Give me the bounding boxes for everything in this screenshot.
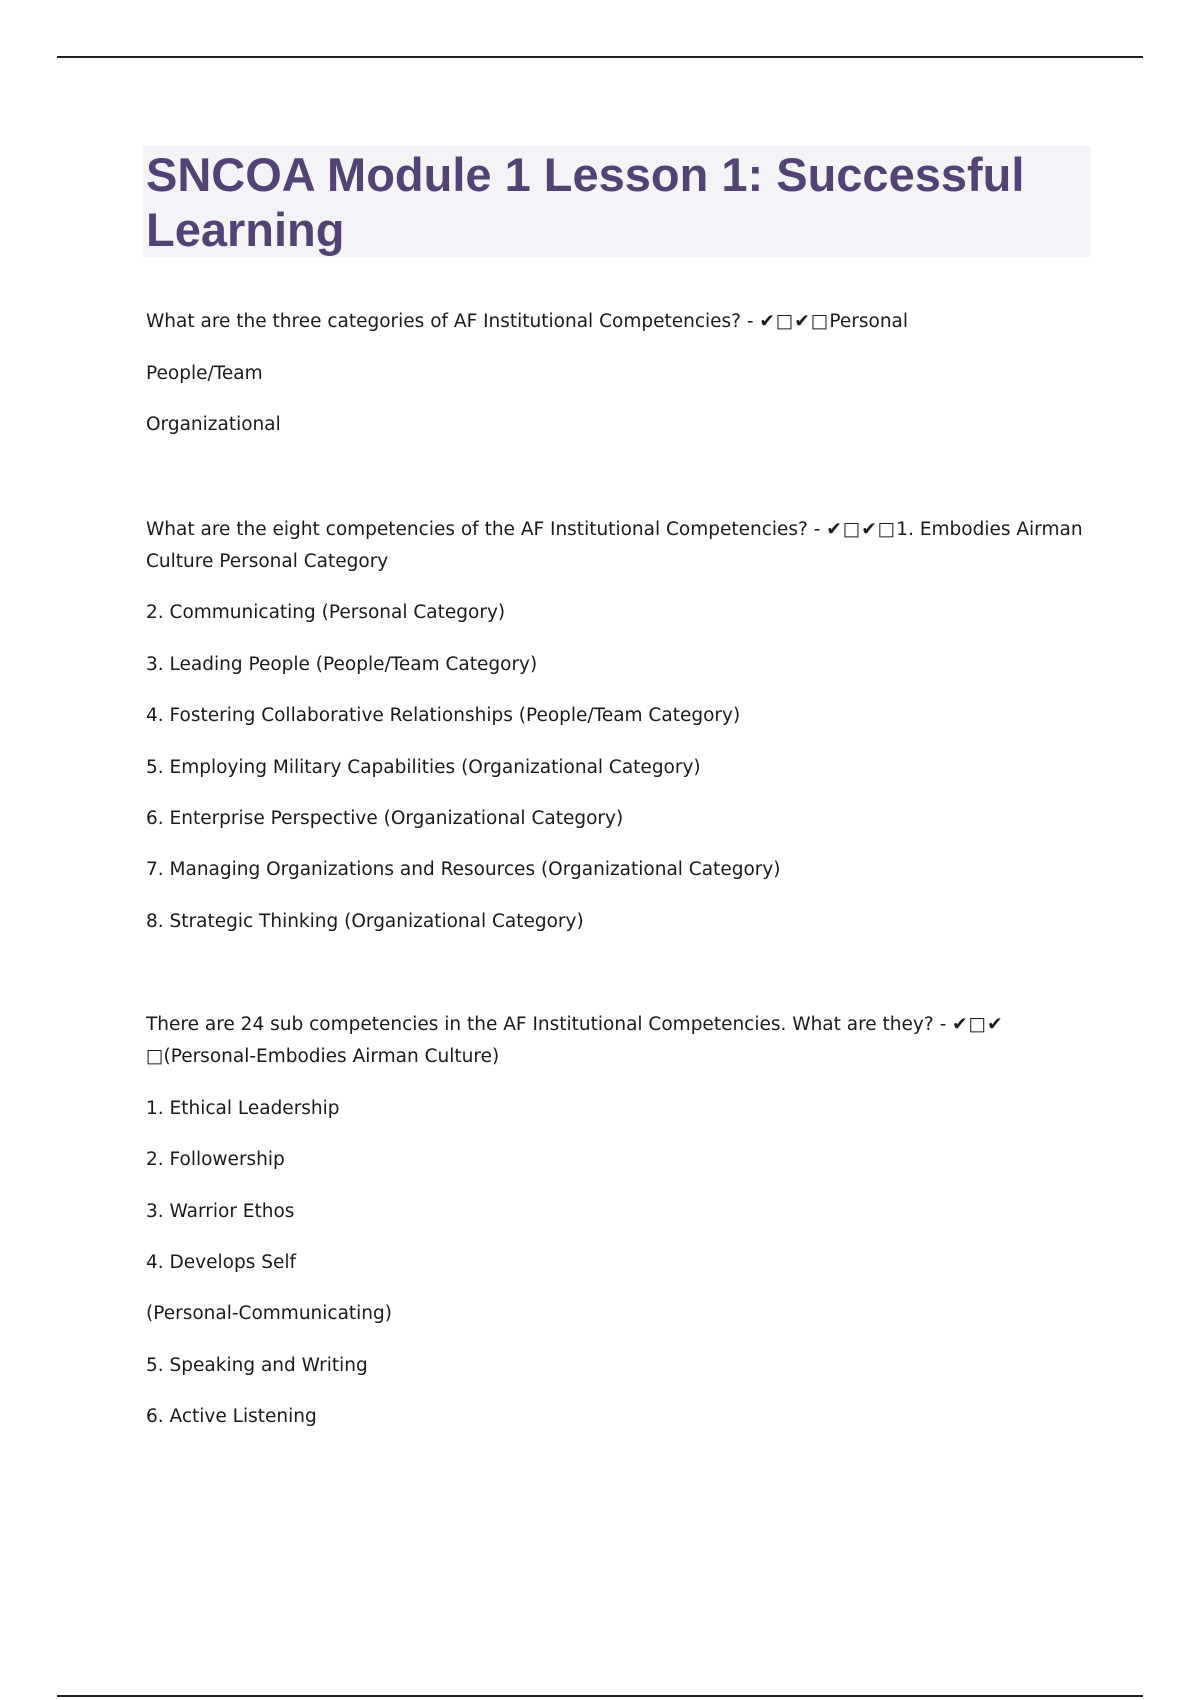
answer-3-continued: □(Personal-Embodies Airman Culture) <box>146 1046 500 1067</box>
question-2-text: What are the eight competencies of the AF Institutional Competencies? - <box>146 519 821 540</box>
document-title <box>146 147 1086 257</box>
answer-3-line-1: 1. Ethical Leadership <box>146 1098 340 1119</box>
answer-3-line-4: 4. Develops Self <box>146 1252 296 1273</box>
answer-3-line-7: 6. Active Listening <box>146 1406 317 1427</box>
footer-rule <box>57 1695 1143 1697</box>
question-1-text: What are the three categories of AF Institutional Competencies? - <box>146 311 754 332</box>
answer-3-line-5: (Personal-Communicating) <box>146 1303 392 1324</box>
header-rule <box>57 56 1143 58</box>
answer-marker-3: ✔□✔ <box>952 1014 1004 1035</box>
answer-2-line-3: 4. Fostering Collaborative Relationships (People/Team Category) <box>146 705 741 726</box>
answer-marker-1: ✔□✔□ <box>759 311 830 332</box>
title-line-2: Learning <box>146 203 345 256</box>
answer-2-line-2: 3. Leading People (People/Team Category) <box>146 654 538 675</box>
answer-2-line-6: 7. Managing Organizations and Resources (Organizational Category) <box>146 859 781 880</box>
answer-3-line-3: 3. Warrior Ethos <box>146 1201 295 1222</box>
answer-2-line-7: 8. Strategic Thinking (Organizational Category) <box>146 911 584 932</box>
answer-3-line-6: 5. Speaking and Writing <box>146 1355 368 1376</box>
answer-1-line-1: People/Team <box>146 363 263 384</box>
answer-1-start: Personal <box>829 311 909 332</box>
answer-2-line-5: 6. Enterprise Perspective (Organizational Category) <box>146 808 624 829</box>
question-2 <box>146 514 1083 546</box>
question-3-text: There are 24 sub competencies in the AF Institutional Competencies. What are they? - <box>146 1014 947 1035</box>
question-3 <box>146 1009 1004 1041</box>
answer-1-line-2: Organizational <box>146 414 281 435</box>
answer-2-start: 1. Embodies Airman <box>896 519 1083 540</box>
answer-3-line-2: 2. Followership <box>146 1149 285 1170</box>
answer-2-line-1: 2. Communicating (Personal Category) <box>146 602 506 623</box>
answer-marker-2: ✔□✔□ <box>826 519 897 540</box>
question-1 <box>146 306 908 338</box>
answer-2-continued: Culture Personal Category <box>146 551 389 572</box>
answer-2-line-4: 5. Employing Military Capabilities (Organizational Category) <box>146 757 701 778</box>
title-line-1: SNCOA Module 1 Lesson 1: Successful <box>146 148 1025 201</box>
